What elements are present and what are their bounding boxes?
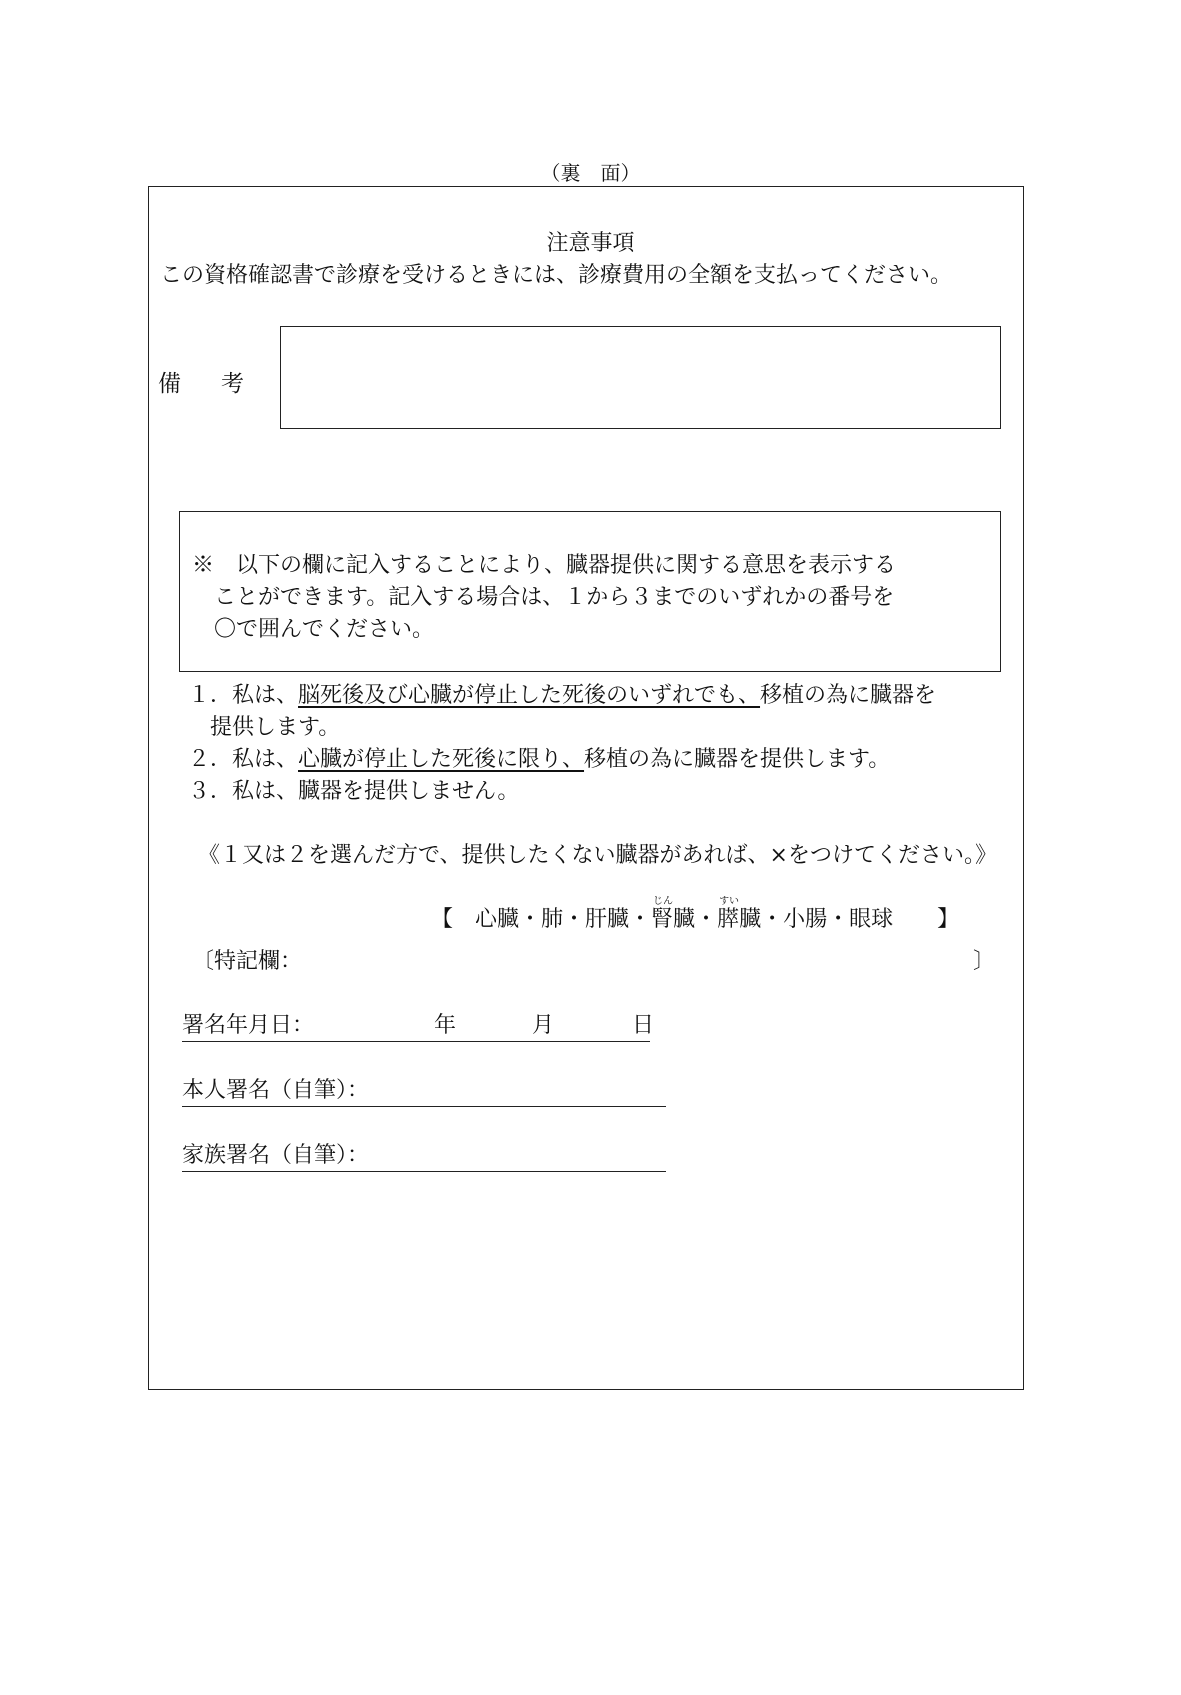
notice-text: この資格確認書で診療を受けるときには、診療費用の全額を支払ってください。 — [160, 263, 953, 288]
remarks-label: 備考 — [158, 371, 284, 397]
signature-date-label: 署名年月日： — [182, 1013, 315, 1038]
special-notes-field[interactable] — [300, 942, 960, 972]
family-signature-label: 家族署名（自筆）： — [182, 1143, 370, 1168]
option-2-suffix: 移植の為に臓器を提供します。 — [584, 747, 891, 772]
option-1[interactable] — [188, 678, 936, 709]
option-2-underlined: 心臓が停止した死後に限り、 — [298, 747, 585, 772]
intent-line-2: ことができます。記入する場合は、１から３までのいずれかの番号を — [214, 585, 895, 610]
organ-kidney-label: 腎臓 — [651, 907, 696, 932]
option-1-continuation: 提供します。 — [210, 715, 341, 740]
organ-bracket-open: 【 — [431, 907, 454, 932]
self-signature-field[interactable] — [182, 1073, 666, 1107]
organ-selection-note: 《１又は２を選んだ方で、提供したくない臓器があれば、×をつけてください。》 — [198, 843, 997, 868]
intent-line-1: ※ 以下の欄に記入することにより、臓器提供に関する意思を表示する — [192, 553, 897, 578]
pancreas-ruby: すい — [719, 896, 740, 907]
signature-date-field[interactable] — [182, 1008, 655, 1042]
notice-title: 注意事項 — [546, 231, 635, 256]
organ-list — [431, 896, 960, 933]
intent-line-3: 〇で囲んでください。 — [214, 617, 435, 642]
option-3[interactable]: ３．私は、臓器を提供しません。 — [188, 779, 520, 804]
option-1-suffix: 移植の為に臓器を — [760, 683, 937, 708]
month-label: 月 — [532, 1013, 555, 1038]
page-side-label: （裏 面） — [540, 161, 641, 185]
remarks-field[interactable] — [280, 326, 1001, 429]
organ-pancreas[interactable] — [717, 896, 762, 933]
option-2[interactable] — [188, 742, 890, 773]
organ-pancreas-label: 膵臓 — [717, 907, 762, 932]
option-1-underlined: 脳死後及び心臓が停止した死後のいずれでも、 — [298, 683, 761, 708]
special-notes-label: 〔特記欄： — [192, 949, 303, 974]
self-signature-label: 本人署名（自筆）： — [182, 1078, 370, 1103]
option-2-prefix: ２．私は、 — [188, 747, 299, 772]
day-label: 日 — [632, 1013, 655, 1038]
organ-bracket-close: 】 — [937, 907, 960, 932]
organ-kidney[interactable] — [651, 896, 696, 933]
option-1-prefix: １．私は、 — [188, 683, 299, 708]
organ-separator: ・ — [695, 907, 718, 932]
year-label: 年 — [434, 1013, 457, 1038]
special-notes-close: 〕 — [973, 949, 996, 974]
kidney-ruby: じん — [653, 896, 674, 907]
family-signature-field[interactable] — [182, 1138, 666, 1172]
organ-list-part-1[interactable]: 心臓・肺・肝臓・ — [475, 907, 652, 932]
organ-list-part-2[interactable]: ・小腸・眼球 — [761, 907, 894, 932]
